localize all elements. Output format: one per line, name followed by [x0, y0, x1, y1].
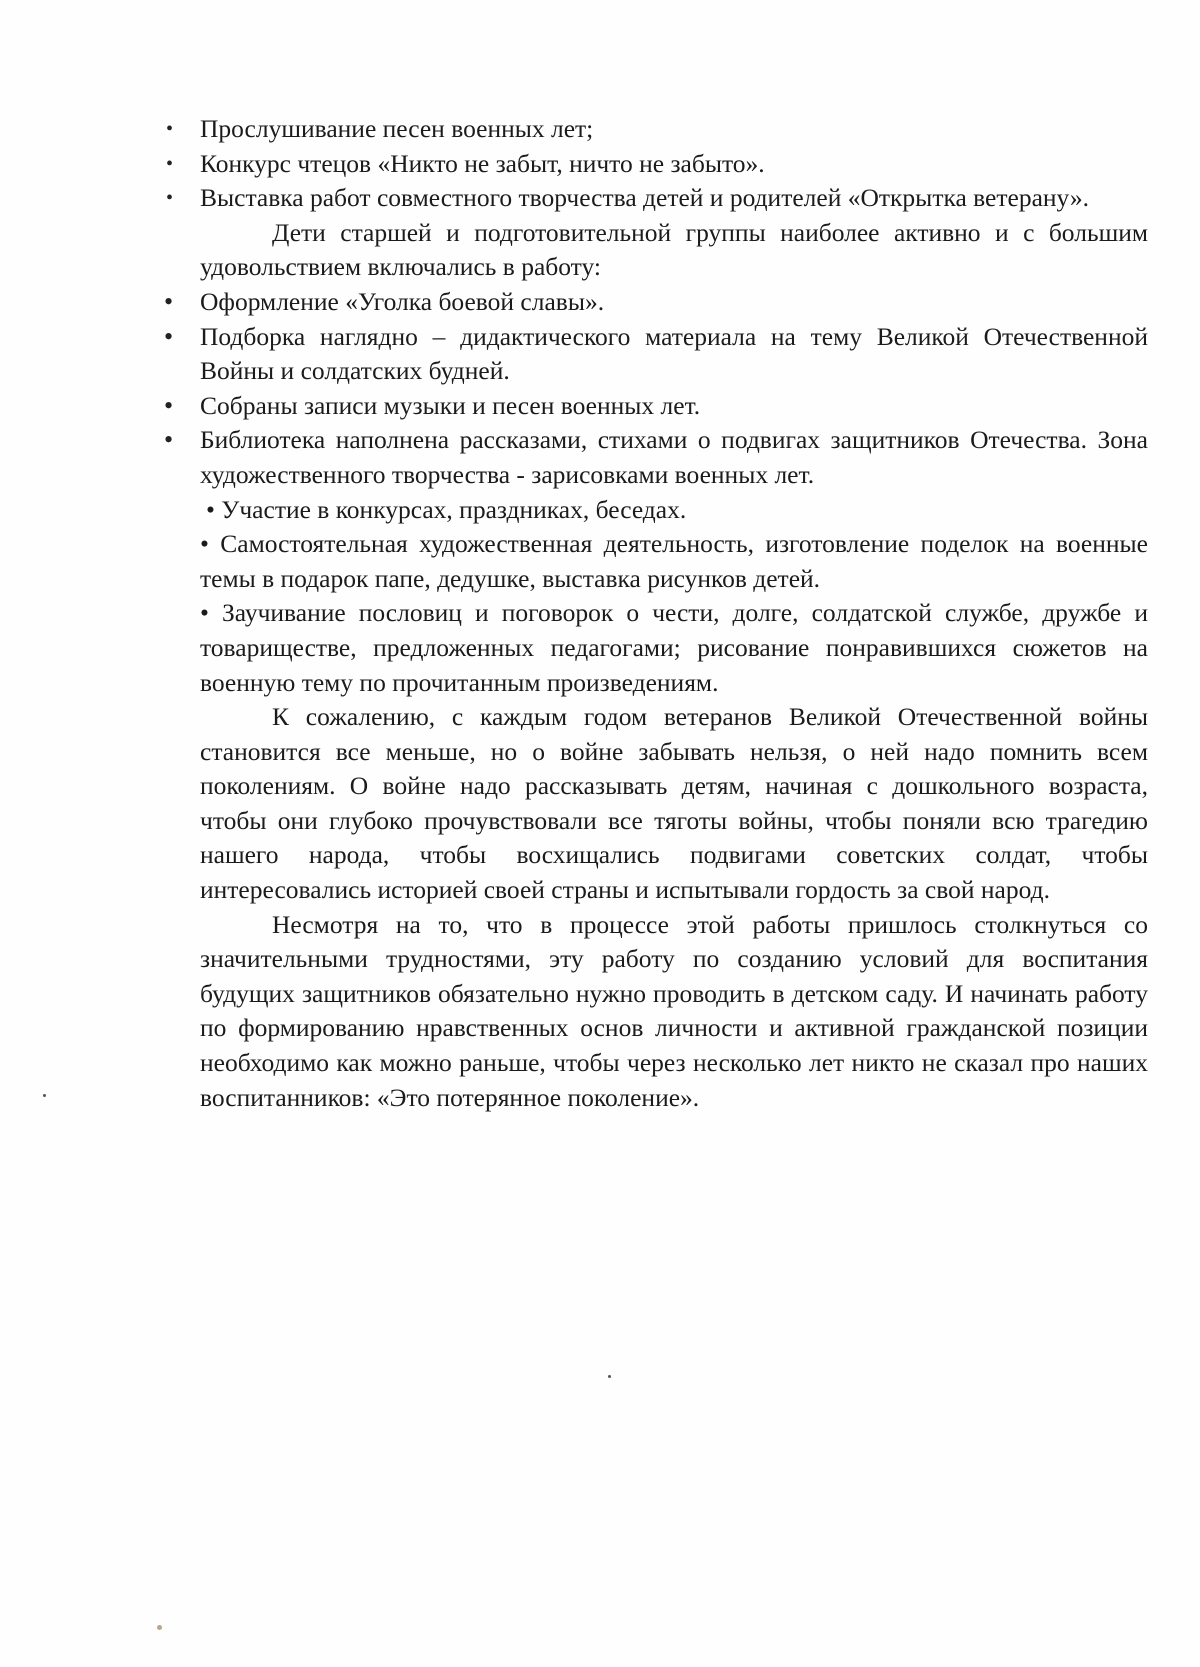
scan-speck	[157, 1625, 162, 1630]
list-item: • Собраны записи музыки и песен военных лет.	[200, 389, 1148, 424]
paragraph-conclusion: Несмотря на то, что в процессе этой работы пришлось столкнуться со значительными трудностями, эту работу по созданию условий для воспитания будущих защитников обязательно нужно проводить в детском саду. И начинать работу по формированию нравственных основ личности и активной гражданской позиции необходимо как можно раньше, чтобы через несколько лет никто не сказал про наших воспитанников: «Это потерянное поколение».	[200, 909, 1148, 1112]
list-item: • Оформление «Уголка боевой славы».	[200, 285, 1148, 320]
scan-speck	[608, 1375, 611, 1378]
list-item: • Библиотека наполнена рассказами, стихами о подвигах защитников Отечества. Зона художественного творчества - зарисовками военных лет.	[164, 425, 1148, 489]
paragraph-veterans: К сожалению, с каждым годом ветеранов Великой Отечественной войны становится все меньше, но о войне забывать нельзя, о ней надо помнить всем поколениям. О войне надо рассказывать детям, начиная с дошкольного возраста, чтобы они глубоко прочувствовали все тяготы войны, чтобы поняли всю трагедию нашего народа, чтобы восхищались подвигами советских солдат, чтобы интересовались историей своей страны и испытывали гордость за свой народ.	[200, 702, 1148, 905]
activity-list-1	[166, 112, 1148, 216]
inline-bullet-item: • Участие в конкурсах, праздниках, беседах.	[206, 494, 687, 524]
activity-list-2	[164, 285, 1148, 493]
inline-bullet-item: • Заучивание пословиц и поговорок о чести, долге, солдатской службе, дружбе и товариществе, предложенных педагогами; рисование понравившихся сюжетов на военную тему по прочитанным произведениям.	[200, 598, 1148, 697]
bullet-icon: •	[164, 425, 174, 455]
bullet-icon: •	[164, 286, 174, 316]
list-item: • Подборка наглядно – дидактического материала на тему Великой Отечественной Войны и солдатских будней.	[164, 321, 1148, 386]
scan-speck	[43, 1094, 46, 1097]
bullet-icon: •	[166, 187, 174, 210]
list-item: • Конкурс чтецов «Никто не забыт, ничто не забыто».	[200, 147, 1148, 182]
bullet-icon: •	[166, 118, 174, 140]
paragraph-groups: Дети старшей и подготовительной группы наиболее активно и с большим удовольствием включались в работу:	[200, 217, 1148, 282]
inline-bullet-item: • Самостоятельная художественная деятельность, изготовление поделок на военные темы в подарок папе, дедушке, выставка рисунков детей.	[200, 529, 1148, 593]
bullet-icon: •	[166, 152, 174, 175]
document-body	[164, 112, 1148, 1115]
bullet-icon: •	[164, 321, 174, 351]
list-item: • Выставка работ совместного творчества детей и родителей «Открытка ветерану».	[200, 181, 1148, 216]
bullet-icon: •	[164, 390, 174, 420]
list-item: • Прослушивание песен военных лет;	[200, 112, 1148, 147]
